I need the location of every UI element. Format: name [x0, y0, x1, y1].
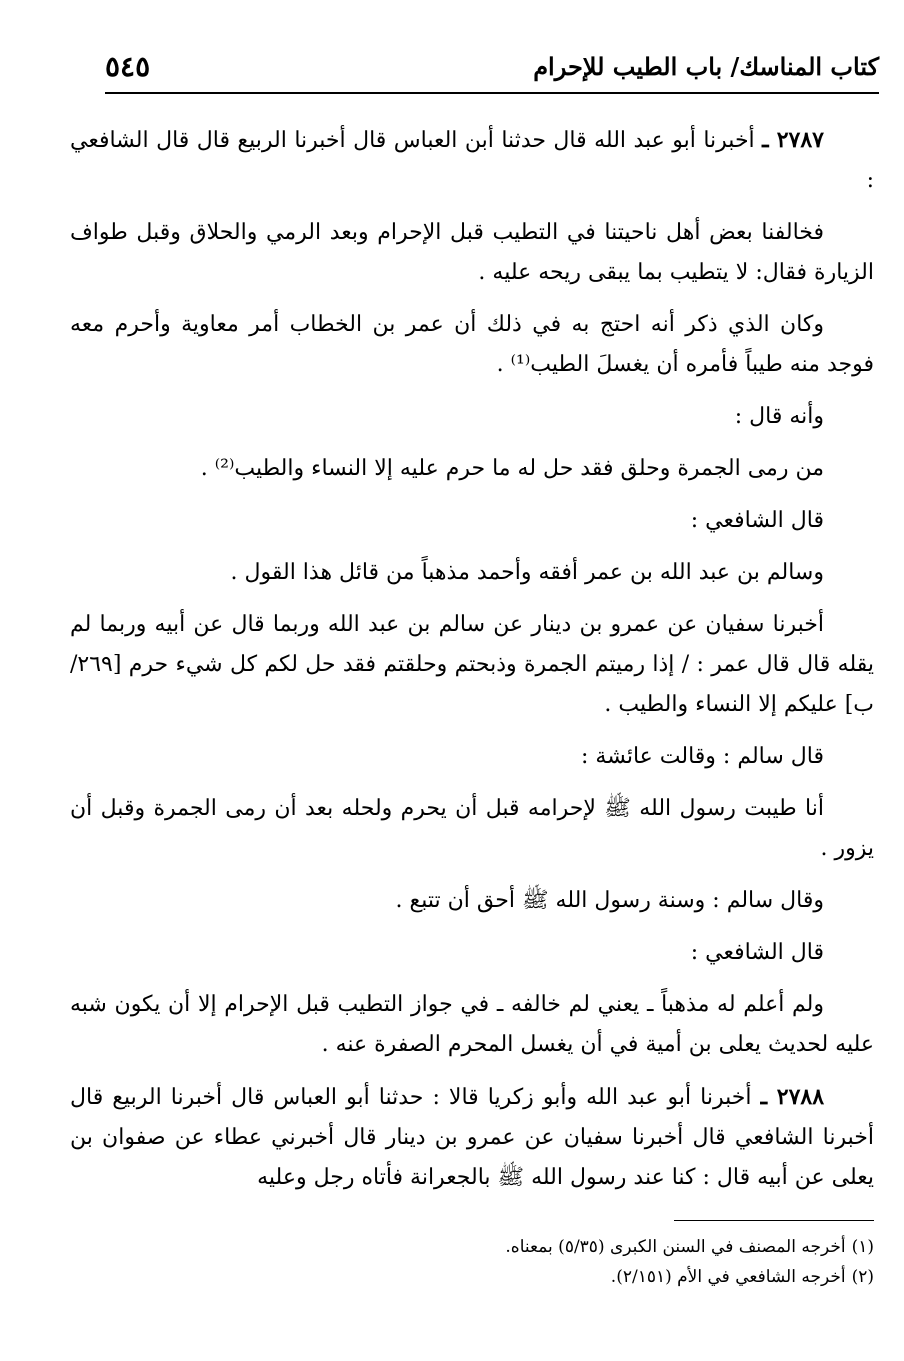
paragraph	[70, 985, 874, 1065]
paragraph-text: وكان الذي ذكر أنه احتج به في ذلك أن عمر بن الخطاب أمر معاوية وأحرم معه فوجد منه طيباً فأمره أن يغسلَ الطيب⁽¹⁾ .	[70, 312, 874, 377]
hadith-number: ٢٧٨٧ ـ	[762, 127, 824, 153]
footnote	[70, 1232, 874, 1262]
paragraph	[70, 789, 874, 869]
hadith-number: ٢٧٨٨ ـ	[760, 1084, 825, 1110]
paragraph	[70, 737, 874, 777]
paragraph	[70, 305, 874, 385]
running-title: كتاب المناسك/ باب الطيب للإحرام	[533, 51, 879, 81]
paragraph-text: أخبرنا أبو عبد الله قال حدثنا أبن العباس قال أخبرنا الربيع قال قال الشافعي :	[70, 128, 874, 193]
footnote-text: أخرجه الشافعي في الأم (٢/١٥١).	[610, 1267, 846, 1287]
footnotes	[70, 1232, 874, 1292]
paragraph-text: فخالفنا بعض أهل ناحيتنا في التطيب قبل الإحرام وبعد الرمي والحلاق وقبل طواف الزيارة فقال: لا يتطيب بما يبقى ريحه عليه .	[70, 220, 874, 285]
paragraph-text: أخبرنا أبو عبد الله وأبو زكريا قالا : حدثنا أبو العباس قال أخبرنا الربيع قال أخبرنا الشافعي قال أخبرنا سفيان عن عمرو بن دينار قال أخبرني عطاء عن صفوان بن يعلى عن أبيه قال : كنا عند رسول الله ﷺ بالجعرانة فأتاه رجل وعليه	[70, 1085, 874, 1190]
paragraph	[70, 501, 874, 541]
paragraph-text: وسالم بن عبد الله بن عمر أفقه وأحمد مذهباً من قائل هذا القول .	[230, 560, 824, 585]
paragraph-text: أنا طيبت رسول الله ﷺ لإحرامه قبل أن يحرم ولحله بعد أن رمى الجمرة وقبل أن يزور .	[70, 796, 874, 861]
paragraph-text: ولم أعلم له مذهباً ـ يعني لم خالفه ـ في جواز التطيب قبل الإحرام إلا أن يكون شبه عليه لحديث يعلى بن أمية في أن يغسل المحرم الصفرة عنه .	[70, 992, 874, 1057]
paragraph-text: وقال سالم : وسنة رسول الله ﷺ أحق أن تتبع .	[395, 888, 824, 913]
page-number: ٥٤٥	[105, 49, 151, 83]
footnote-mark: (٢)	[851, 1267, 874, 1287]
body-text	[70, 120, 874, 1210]
paragraph	[70, 933, 874, 973]
footnote	[70, 1262, 874, 1292]
footnote-text: أخرجه المصنف في السنن الكبرى (٥/٣٥) بمعناه.	[505, 1237, 846, 1257]
footnote-mark: (١)	[851, 1237, 874, 1257]
paragraph	[70, 397, 874, 437]
paragraph	[70, 605, 874, 725]
footnote-divider	[674, 1220, 874, 1221]
paragraph	[70, 449, 874, 489]
paragraph	[70, 553, 874, 593]
paragraph	[70, 881, 874, 921]
paragraph	[70, 213, 874, 293]
page-header	[105, 40, 879, 94]
paragraph	[70, 120, 874, 201]
paragraph-text: قال الشافعي :	[690, 508, 824, 533]
paragraph-text: وأنه قال :	[734, 404, 824, 429]
paragraph-text: أخبرنا سفيان عن عمرو بن دينار عن سالم بن عبد الله وربما قال عن أبيه وربما لم يقله قال قال عمر : / إذا رميتم الجمرة وذبحتم وحلقتم فقد حل لكم كل شيء حرم [٢٦٩/ ب] عليكم إلا النساء والطيب .	[70, 612, 874, 717]
paragraph-text: قال الشافعي :	[690, 940, 824, 965]
paragraph-text: قال سالم : وقالت عائشة :	[581, 744, 824, 769]
paragraph-text: من رمى الجمرة وحلق فقد حل له ما حرم عليه إلا النساء والطيب⁽²⁾ .	[200, 456, 824, 481]
paragraph	[70, 1077, 874, 1198]
